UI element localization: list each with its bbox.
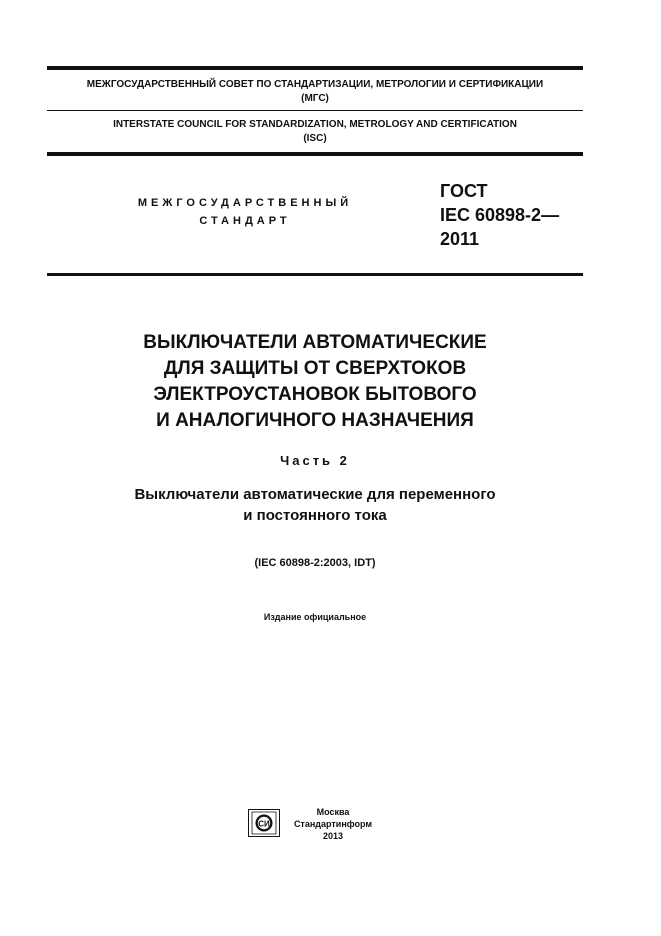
designation-line2: IEC 60898-2— <box>440 205 560 225</box>
council-abbr-ru: (МГС) <box>301 93 329 104</box>
top-rule <box>47 66 583 70</box>
document-title <box>47 330 583 434</box>
standard-type-line2: СТАНДАРТ <box>199 215 291 227</box>
council-name-en <box>47 118 583 146</box>
publisher-block <box>285 806 381 842</box>
title-line2: ДЛЯ ЗАЩИТЫ ОТ СВЕРХТОКОВ <box>163 358 467 379</box>
publisher-name: Стандартинформ <box>293 819 373 829</box>
council-name-en-line1: INTERSTATE COUNCIL FOR STANDARDIZATION, METROLOGY AND CERTIFICATION <box>113 119 517 130</box>
subtitle-line1: Выключатели автоматические для переменного <box>134 486 496 503</box>
document-subtitle <box>47 484 583 526</box>
designation-rule <box>47 273 583 276</box>
council-divider <box>47 110 583 111</box>
standartinform-logo <box>248 809 280 837</box>
council-name-ru <box>47 78 583 106</box>
title-line1: ВЫКЛЮЧАТЕЛИ АВТОМАТИЧЕСКИЕ <box>143 332 487 353</box>
title-line3: ЭЛЕКТРОУСТАНОВОК БЫТОВОГО <box>153 384 477 405</box>
title-line4: И АНАЛОГИЧНОГО НАЗНАЧЕНИЯ <box>156 410 474 431</box>
council-name-ru-line1: МЕЖГОСУДАРСТВЕННЫЙ СОВЕТ ПО СТАНДАРТИЗАЦИИ, МЕТРОЛОГИИ И СЕРТИФИКАЦИИ <box>86 79 544 90</box>
header-bottom-rule <box>47 152 583 156</box>
subtitle-line2: и постоянного тока <box>243 507 387 524</box>
designation-line3: 2011 <box>440 229 480 249</box>
publication-year: 2013 <box>322 831 344 841</box>
standartinform-logo-graphic <box>248 809 280 837</box>
council-abbr-en: (ISC) <box>303 133 327 144</box>
part-number: Часть 2 <box>280 453 350 468</box>
iec-reference: (IEC 60898-2:2003, IDT) <box>254 557 376 569</box>
logo-lettering: СИ <box>258 819 270 829</box>
designation-line1: ГОСТ <box>440 181 488 201</box>
edition-note: Издание официальное <box>263 612 367 622</box>
standard-type-line1: МЕЖГОСУДАРСТВЕННЫЙ <box>137 197 353 209</box>
publisher-city: Москва <box>316 807 350 817</box>
